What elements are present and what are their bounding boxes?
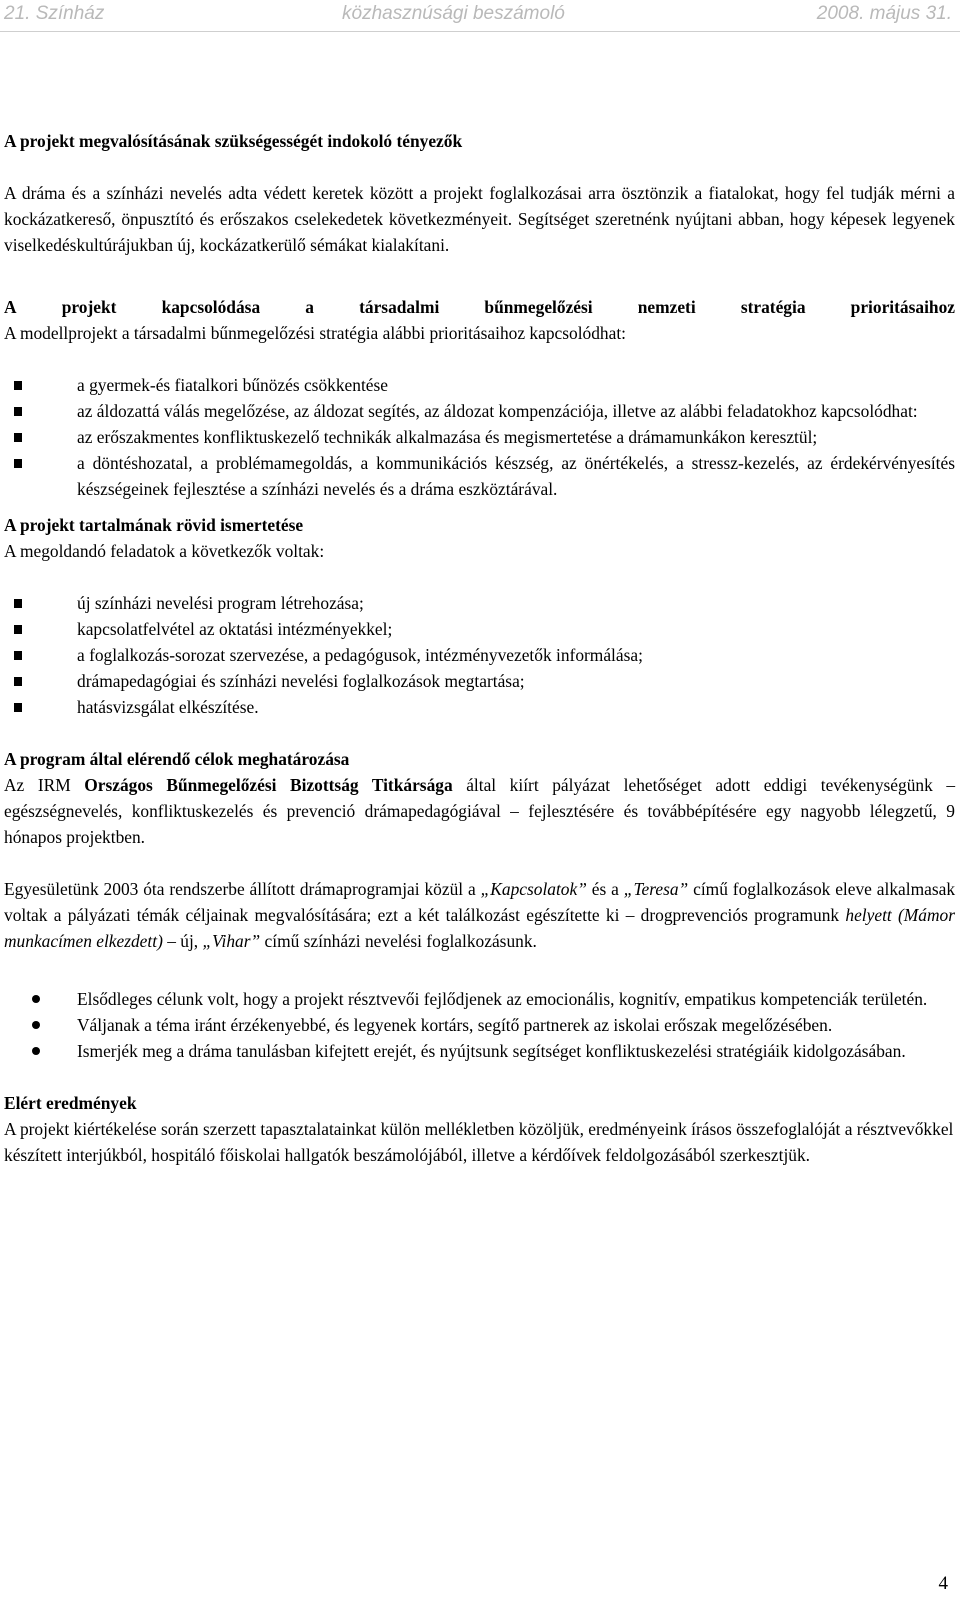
list-item: Elsődleges célunk volt, hogy a projekt résztvevői fejlődjenek az emocionális, kognitív, empatikus kompetenciák területén. — [4, 986, 955, 1012]
list-item: a döntéshozatal, a problémamegoldás, a kommunikációs készség, az önértékelés, a stressz-kezelés, az érdekérvényesítés készségeinek fejlesztése a színházi nevelés és a dráma eszköztárával. — [4, 450, 955, 502]
list-item: új színházi nevelési program létrehozása; — [4, 590, 955, 616]
list-item: kapcsolatfelvétel az oktatási intézményekkel; — [4, 616, 955, 642]
square-bullet-icon — [14, 651, 22, 660]
square-bullet-icon — [14, 599, 22, 608]
section-heading-crime-prevention: A projekt kapcsolódása a társadalmi bűnmegelőzési nemzeti stratégia prioritásaihoz — [4, 297, 955, 317]
section-heading-content: A projekt tartalmának rövid ismertetése — [4, 515, 304, 535]
list-item: az erőszakmentes konfliktuskezelő technikák alkalmazása és megismertetése a drámamunkákon keresztül; — [4, 424, 955, 450]
square-bullet-icon — [14, 433, 22, 442]
paragraph-goals-grant: Az IRM Országos Bűnmegelőzési Bizottság Titkársága által kiírt pályázat lehetőséget adott eddigi tevékenységünk – egészségnevelés, konfliktuskezelés és prevenció drámapedagógiával – fejlesztésére és továbbépítésére egy nagyobb lélegzetű, 9 hónapos projektben. — [4, 775, 956, 847]
list-item: Ismerjék meg a dráma tanulásban kifejtett erejét, és nyújtsunk segítséget konfliktuskezelési stratégiáik kidolgozásában. — [4, 1038, 955, 1064]
header-document-title: közhasznúsági beszámoló — [342, 3, 565, 24]
tasks-list — [4, 590, 955, 720]
list-item: a foglalkozás-sorozat szervezése, a pedagógusok, intézményvezetők informálása; — [4, 642, 955, 668]
page-number: 4 — [938, 1573, 948, 1594]
section-heading-results: Elért eredmények — [4, 1093, 137, 1113]
square-bullet-icon — [14, 381, 22, 390]
page-header — [0, 0, 960, 34]
section-heading-goals: A program által elérendő célok meghatározása — [4, 749, 350, 769]
header-date: 2008. május 31. — [816, 3, 952, 24]
round-bullet-icon — [32, 1021, 40, 1029]
square-bullet-icon — [14, 407, 22, 416]
priorities-list — [4, 372, 955, 502]
list-item: Váljanak a téma iránt érzékenyebbé, és legyenek kortárs, segítő partnerek az iskolai erőszak megelőzésében. — [4, 1012, 955, 1038]
header-divider — [0, 31, 960, 32]
list-item: az áldozattá válás megelőzése, az áldozat segítés, az áldozat kompenzációja, illetve az alábbi feladatokhoz kapcsolódhat: — [4, 398, 955, 424]
square-bullet-icon — [14, 677, 22, 686]
paragraph-tasks-intro: A megoldandó feladatok a következők voltak: — [4, 541, 325, 561]
square-bullet-icon — [14, 459, 22, 468]
paragraph-priorities-intro: A modellprojekt a társadalmi bűnmegelőzési stratégia alábbi prioritásaihoz kapcsolódhat: — [4, 323, 627, 343]
list-item: hatásvizsgálat elkészítése. — [4, 694, 955, 720]
paragraph-goals-programs: Egyesületünk 2003 óta rendszerbe állított drámaprogramjai közül a „Kapcsolatok” és a „Teresa” című foglalkozások eleve alkalmasak voltak a pályázati témák céljainak megvalósítására; ezt a két találkozást egészítette ki – drogprevenciós programunk helyett (Mámor munkacímen elkezdett) – új, „Vihar” című színházi nevelési foglalkozásunk. — [4, 879, 956, 951]
section-heading-necessity: A projekt megvalósításának szükségességét indokoló tényezők — [4, 131, 463, 151]
list-item: a gyermek-és fiatalkori bűnözés csökkentése — [4, 372, 955, 398]
square-bullet-icon — [14, 625, 22, 634]
goals-list — [4, 986, 955, 1064]
round-bullet-icon — [32, 1047, 40, 1055]
paragraph-necessity: A dráma és a színházi nevelés adta védett keretek között a projekt foglalkozásai arra ösztönzik a fiatalokat, hogy fel tudják mérni a kockázatkereső, önpusztító és erőszakos cselekedetek következményeit. Segítséget szeretnénk nyújtani abban, hogy képesek legyenek viselkedéskultúrájukban új, kockázatkerülő sémákat kialakítani. — [4, 183, 955, 255]
round-bullet-icon — [32, 995, 40, 1003]
document-body — [4, 128, 955, 1168]
list-item: drámapedagógiai és színházi nevelési foglalkozások megtartása; — [4, 668, 955, 694]
paragraph-results: A projekt kiértékelése során szerzett tapasztalatainkat külön mellékletben közöljük, eredményeink írásos összefoglalóját a résztvevőkkel készített interjúkból, hospitáló főiskolai hallgatók beszámolójából, illetve a kérdőívek feldolgozásából szerkesztjük. — [4, 1119, 954, 1165]
square-bullet-icon — [14, 703, 22, 712]
header-section-number: 21. Színház — [4, 3, 105, 24]
